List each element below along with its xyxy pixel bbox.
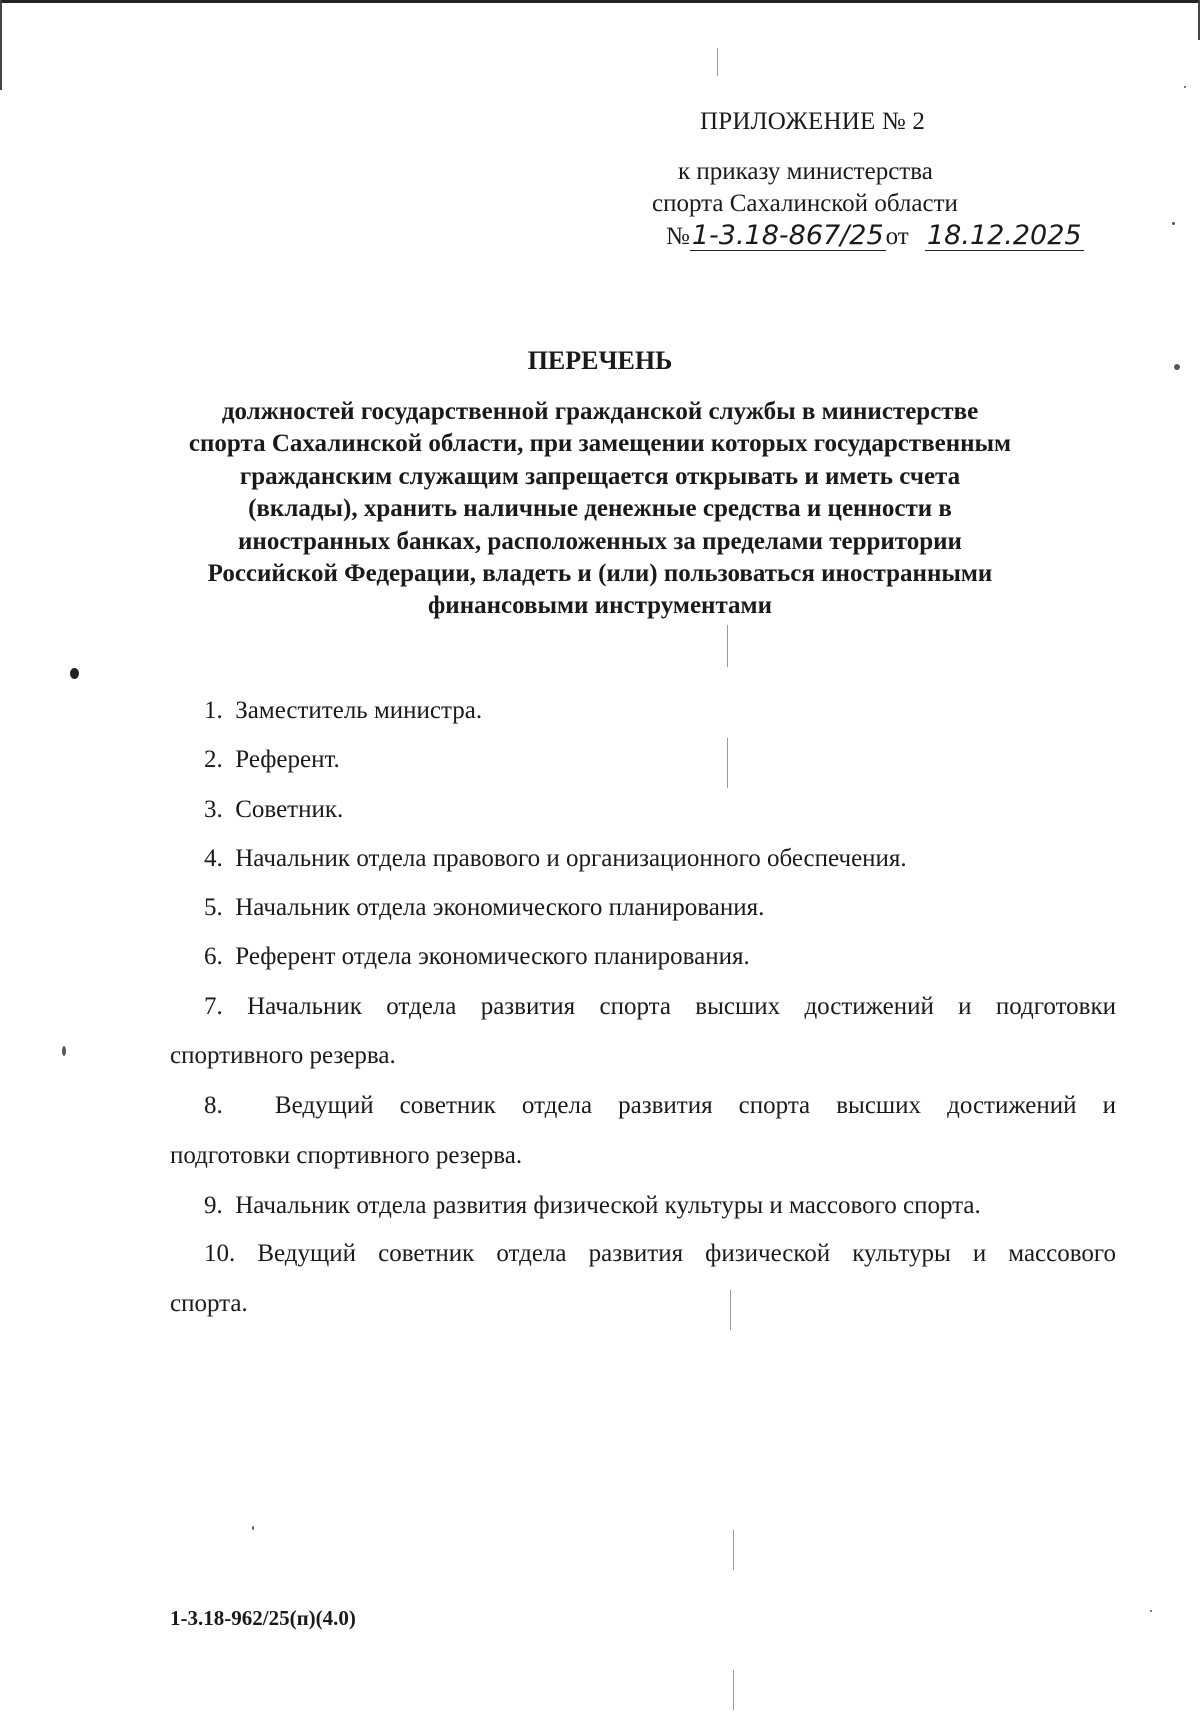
- subtitle-line: гражданским служащим запрещается открывать и иметь счета: [239, 462, 961, 490]
- scan-speck: [62, 1046, 66, 1056]
- list-item-continuation: подготовки спортивного резерва.: [170, 1142, 523, 1169]
- scan-artifact-line: [730, 1290, 731, 1330]
- document-code: 1-3.18-962/25(п)(4.0): [170, 1606, 356, 1630]
- scan-speck: [1184, 86, 1186, 88]
- scan-artifact-line: [733, 1670, 734, 1710]
- scan-edge-left: [0, 0, 2, 90]
- list-item: 8. Ведущий советник отдела развития спорта высших достижений и: [204, 1092, 1116, 1119]
- document-title: ПЕРЕЧЕНЬ: [527, 346, 673, 375]
- scan-edge-top: [0, 0, 1200, 3]
- scan-artifact-line: [727, 625, 728, 667]
- list-item: 4. Начальник отдела правового и организационного обеспечения.: [204, 845, 907, 872]
- subtitle-line: должностей государственной гражданской службы в министерстве: [221, 398, 979, 425]
- list-item: 1. Заместитель министра.: [204, 697, 483, 724]
- document-subtitle: [150, 396, 1050, 623]
- list-item: 5. Начальник отдела экономического планирования.: [204, 894, 765, 921]
- scan-speck: [1150, 1610, 1152, 1612]
- list-item: 3. Советник.: [204, 796, 344, 823]
- list-item: 6. Референт отдела экономического планирования.: [204, 943, 750, 970]
- handwritten-order-number: 1-3.18-867/25: [691, 220, 884, 251]
- list-item: 9. Начальник отдела развития физической культуры и массового спорта.: [204, 1192, 981, 1219]
- appendix-title: ПРИЛОЖЕНИЕ № 2: [700, 108, 926, 135]
- order-number-date-line: [666, 222, 1084, 251]
- scan-artifact-line: [717, 48, 718, 76]
- subtitle-line: (вклады), хранить наличные денежные средства и ценности в: [248, 495, 952, 523]
- order-reference-line1: к приказу министерства: [678, 158, 933, 185]
- list-item-continuation: спорта.: [170, 1290, 248, 1317]
- number-prefix: №: [666, 223, 690, 250]
- scan-speck: [70, 668, 79, 679]
- list-item: 10. Ведущий советник отдела развития физической культуры и массового: [204, 1240, 1117, 1267]
- subtitle-line: иностранных банках, расположенных за пределами территории: [238, 527, 962, 555]
- order-reference-line2: спорта Сахалинской области: [652, 190, 958, 217]
- scan-speck: [252, 1526, 254, 1530]
- scan-speck: [1172, 222, 1175, 225]
- subtitle-line: Российской Федерации, владеть и (или) пользоваться иностранными: [207, 560, 993, 588]
- subtitle-line: спорта Сахалинской области, при замещении которых государственным: [188, 430, 1012, 458]
- scan-speck: [1174, 364, 1180, 370]
- date-prefix: от: [885, 223, 909, 250]
- list-item: 2. Референт.: [204, 746, 340, 773]
- scan-artifact-line: [733, 1530, 734, 1570]
- scan-artifact-line: [727, 738, 728, 788]
- subtitle-line: финансовыми инструментами: [428, 592, 772, 620]
- list-item-continuation: спортивного резерва.: [170, 1042, 396, 1069]
- handwritten-order-date: 18.12.2025: [927, 220, 1082, 251]
- list-item: 7. Начальник отдела развития спорта высших достижений и подготовки: [204, 993, 1116, 1020]
